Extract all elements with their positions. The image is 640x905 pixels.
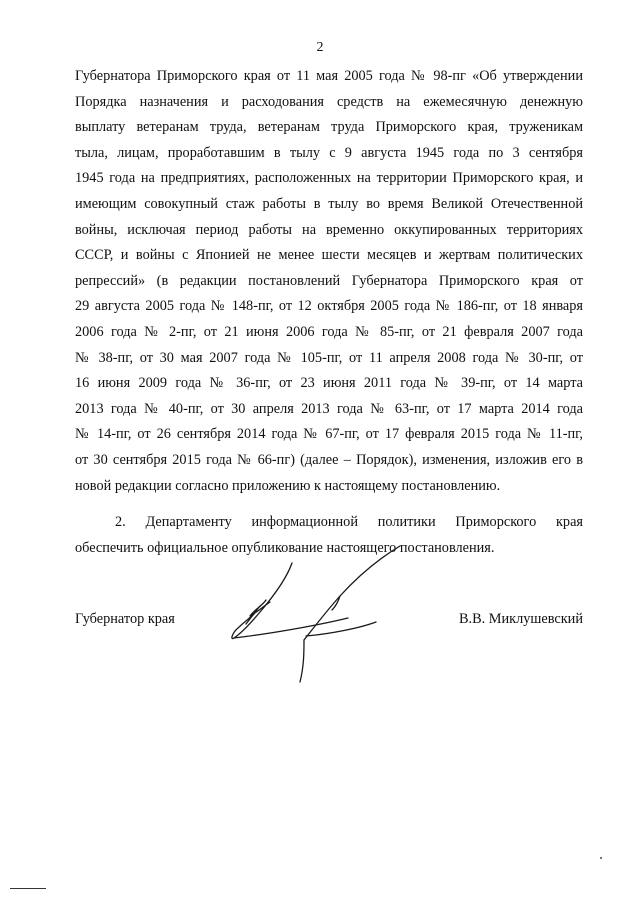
signatory-title: Губернатор края — [75, 611, 175, 627]
text-line: Порядка назначения и расходования средств на ежемесячную денежную — [75, 93, 583, 110]
text-line: 29 августа 2005 года № 148-пг, от 12 октября 2005 года № 186-пг, от 18 января — [75, 298, 583, 315]
text-line: СССР, и войны с Японией не менее шести месяцев и жертвам политических — [75, 247, 583, 264]
text-line: выплату ветеранам труда, ветеранам труда Приморского края, труженикам — [75, 119, 583, 136]
handwritten-signature — [220, 540, 430, 700]
scan-speck — [600, 857, 602, 859]
text-line: Губернатора Приморского края от 11 мая 2005 года № 98-пг «Об утверждении — [75, 68, 583, 84]
text-line: от 30 сентября 2015 года № 66-пг) (далее – Порядок), изменения, изложив его в — [75, 451, 583, 468]
text-line: 1945 года на предприятиях, расположенных на территории Приморского края, и — [75, 170, 583, 187]
text-line: № 38-пг, от 30 мая 2007 года № 105-пг, от 11 апреля 2008 года № 30-пг, от — [75, 349, 583, 366]
text-line: 16 июня 2009 года № 36-пг, от 23 июня 2011 года № 39-пг, от 14 марта — [75, 375, 583, 392]
text-line: тыла, лицам, проработавшим в тылу с 9 августа 1945 года по 3 сентября — [75, 144, 583, 161]
text-line: 2013 года № 40-пг, от 30 апреля 2013 года № 63-пг, от 17 марта 2014 года — [75, 400, 583, 417]
text-line: 2006 года № 2-пг, от 21 июня 2006 года № 85-пг, от 21 февраля 2007 года — [75, 323, 583, 340]
page-number: 2 — [316, 40, 324, 55]
text-line: войны, исключая период работы на временно оккупированных территориях — [75, 221, 583, 238]
paragraph-1 — [75, 64, 583, 499]
text-line: № 14-пг, от 26 сентября 2014 года № 67-пг, от 17 февраля 2015 года № 11-пг, — [75, 426, 583, 443]
footer-rule — [10, 888, 46, 889]
text-line: обеспечить официальное опубликование настоящего постановления. — [75, 539, 495, 556]
text-line: репрессий» (в редакции постановлений Губернатора Приморского края от — [75, 272, 583, 289]
text-line: имеющим совокупный стаж работы в тылу во время Великой Отечественной — [75, 195, 583, 212]
text-line: новой редакции согласно приложению к настоящему постановлению. — [75, 477, 501, 494]
text-line: 2. Департаменту информационной политики Приморского края — [115, 514, 583, 530]
signatory-name: В.В. Миклушевский — [458, 611, 583, 627]
